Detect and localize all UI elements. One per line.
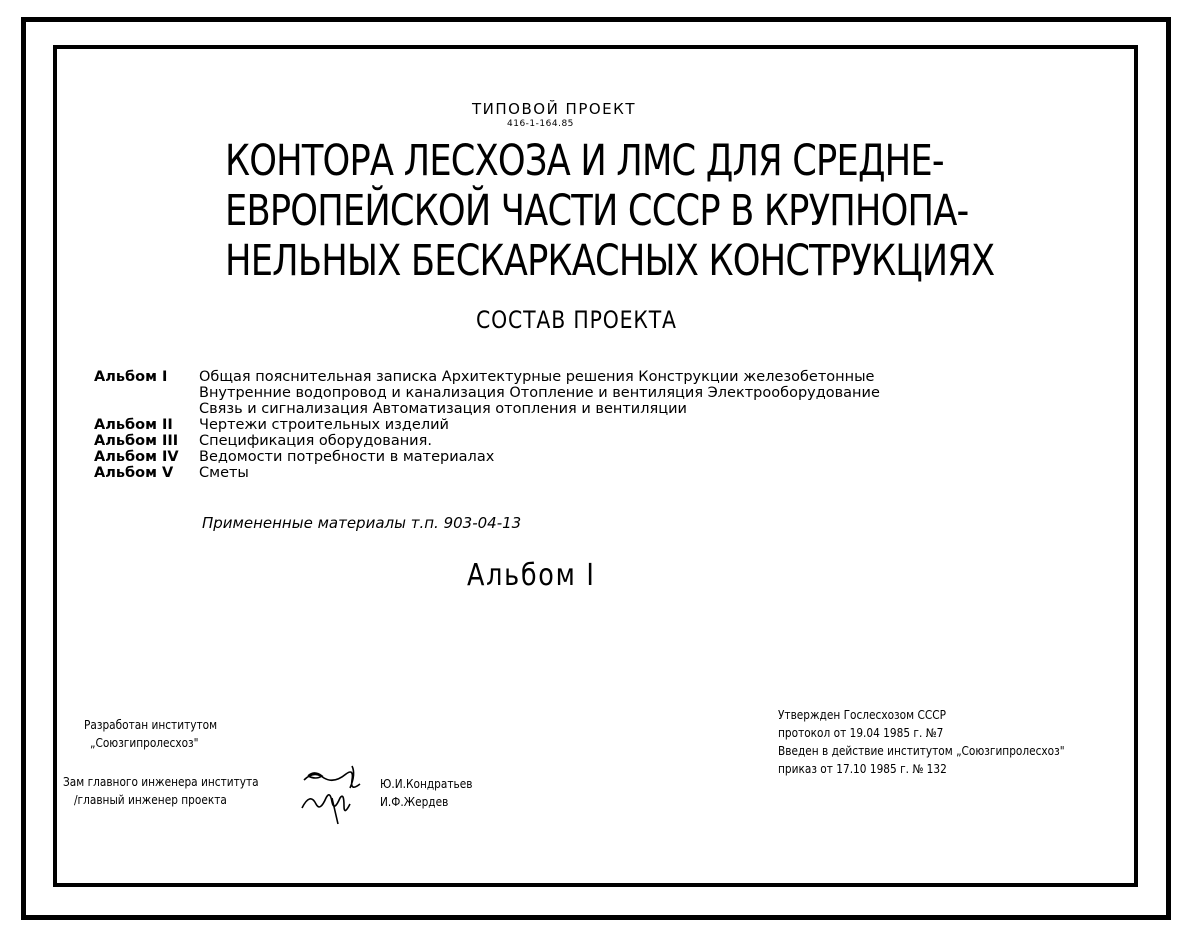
signature-image bbox=[296, 758, 376, 828]
album-row bbox=[94, 417, 880, 433]
album-desc: Общая пояснительная записка Архитектурные решения Конструкции железобетонные bbox=[199, 369, 875, 385]
applied-materials-note: Примененные материалы т.п. 903-04-13 bbox=[202, 514, 522, 532]
album-row bbox=[94, 449, 880, 465]
album-label: Альбом II bbox=[94, 417, 173, 433]
album-row bbox=[94, 369, 880, 385]
approval-line-1: Утвержден Гослесхозом СССР bbox=[778, 708, 946, 722]
section-title: СОСТАВ ПРОЕКТА bbox=[476, 306, 677, 334]
developer-line-2: „Союзгипролесхоз" bbox=[90, 736, 199, 750]
album-label: Альбом IV bbox=[94, 449, 179, 465]
album-label bbox=[94, 385, 199, 401]
approval-line-4: приказ от 17.10 1985 г. № 132 bbox=[778, 762, 947, 776]
developer-line-1: Разработан институтом bbox=[84, 718, 218, 732]
title-line-1: КОНТОРА ЛЕСХОЗА И ЛМС ДЛЯ СРЕДНЕ- bbox=[225, 136, 944, 186]
album-desc: Сметы bbox=[199, 465, 249, 481]
project-number: 416-1-164.85 bbox=[507, 119, 574, 129]
album-label: Альбом III bbox=[94, 433, 179, 449]
album-label bbox=[94, 401, 199, 417]
header-label: ТИПОВОЙ ПРОЕКТ bbox=[472, 100, 636, 118]
engineer-role-2: /главный инженер проекта bbox=[74, 793, 227, 807]
album-row bbox=[94, 401, 880, 417]
album-row bbox=[94, 433, 880, 449]
engineer-name-2: И.Ф.Жердев bbox=[380, 795, 449, 809]
approval-line-2: протокол от 19.04 1985 г. №7 bbox=[778, 726, 944, 740]
album-desc: Чертежи строительных изделий bbox=[199, 417, 449, 433]
album-label: Альбом V bbox=[94, 465, 174, 481]
album-label: Альбом I bbox=[94, 369, 168, 385]
album-row bbox=[94, 385, 880, 401]
engineer-name-1: Ю.И.Кондратьев bbox=[380, 777, 473, 791]
current-album-title: Альбом I bbox=[467, 558, 596, 593]
album-list bbox=[94, 369, 880, 481]
album-desc: Внутренние водопровод и канализация Отопление и вентиляция Электрооборудование bbox=[199, 385, 880, 401]
album-row bbox=[94, 465, 880, 481]
title-line-3: НЕЛЬНЫХ БЕСКАРКАСНЫХ КОНСТРУКЦИЯХ bbox=[225, 236, 995, 286]
album-desc: Спецификация оборудования. bbox=[199, 433, 432, 449]
album-desc: Ведомости потребности в материалах bbox=[199, 449, 495, 465]
approval-line-3: Введен в действие институтом „Союзгипролесхоз" bbox=[778, 744, 1065, 758]
engineer-role-1: Зам главного инженера института bbox=[63, 775, 259, 789]
album-desc: Связь и сигнализация Автоматизация отопления и вентиляции bbox=[199, 401, 687, 417]
title-line-2: ЕВРОПЕЙСКОЙ ЧАСТИ СССР В КРУПНОПА- bbox=[225, 186, 969, 236]
